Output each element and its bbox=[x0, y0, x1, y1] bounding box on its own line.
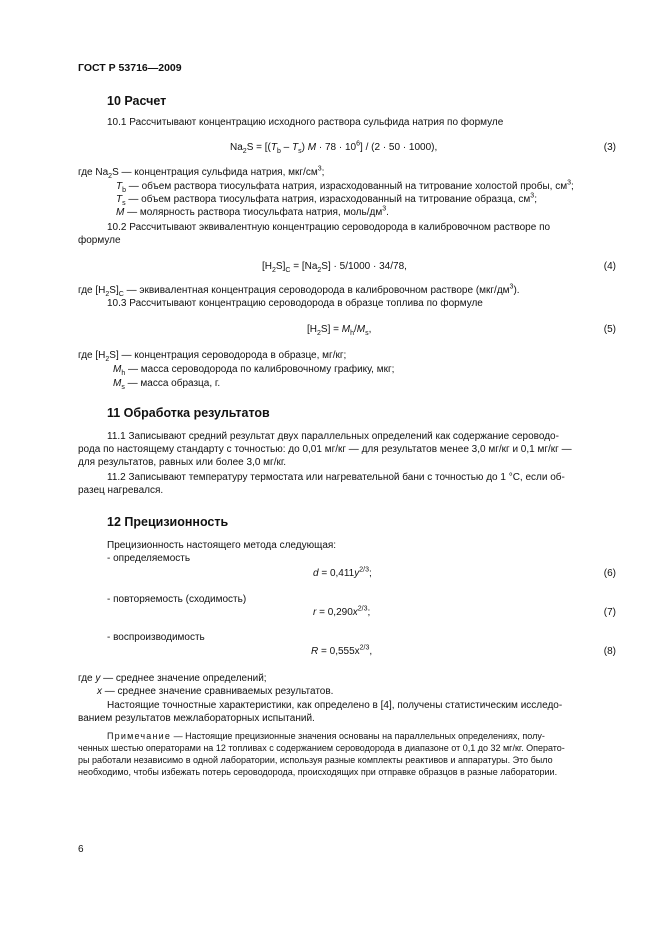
paragraph-10-2-line2: формуле bbox=[78, 235, 121, 246]
precision-paragraph-line2: ванием результатов межлабораторных испытаний. bbox=[78, 713, 315, 724]
where-h2s: где $[H_2S]$ — концентрация сероводорода в образце, мг/кг; bbox=[78, 350, 347, 363]
note-line3: ры работали независимо в одной лаборатории, используя разные комплекты реактивов и аппаратуры. Это было bbox=[78, 755, 553, 765]
formula-8: $R = 0,555x^{2/3}$, bbox=[311, 644, 373, 657]
where-h2s-c: где $[H_2S]_C$ — эквивалентная концентрация сероводорода в калибровочном растворе $(мкг/дм^3)$. bbox=[78, 283, 520, 298]
formula-7-number: (7) bbox=[603, 607, 616, 618]
formula-3: $Na_2S = [(T_b - T_s) M \cdot 78 \cdot 10^6] / (2 \cdot 50 \cdot 1000)$, bbox=[230, 140, 438, 155]
paragraph-11-1-line1: 11.1 Записывают средний результат двух параллельных определений как содержание сероводо- bbox=[107, 431, 559, 442]
formula-3-number: (3) bbox=[603, 142, 616, 153]
formula-4: $[H_2S]_C = [Na_2S] \cdot 5/1000 \cdot 34/78$, bbox=[262, 261, 407, 274]
where-ms: $M_s$ — масса образца, г. bbox=[113, 378, 221, 391]
paragraph-11-1-line3: для результатов, равных или более 3,0 мг/кг. bbox=[78, 457, 287, 468]
formula-6: $d = 0,411y^{2/3}$; bbox=[313, 566, 372, 579]
where-ts: $T_s$ — объем раствора тиосульфата натрия, израсходованный на титрование образца, $см^3$; bbox=[116, 192, 537, 207]
page-number: 6 bbox=[78, 844, 84, 855]
paragraph-10-1: 10.1 Рассчитывают концентрацию исходного раствора сульфида натрия по формуле bbox=[107, 117, 504, 128]
paragraph-11-2-line2: разец нагревался. bbox=[78, 485, 164, 496]
paragraph-11-2-line1: 11.2 Записывают температуру термостата или нагревательной бани с точностью до 1 °С, если об- bbox=[107, 472, 565, 483]
where-na2s: где $Na_2S$ — концентрация сульфида натрия, мкг/$см^3$; bbox=[78, 165, 325, 180]
label-reproducibility: - воспроизводимость bbox=[107, 632, 205, 643]
formula-8-number: (8) bbox=[603, 646, 616, 657]
where-m: M — молярность раствора тиосульфата натрия, моль/$дм^3$. bbox=[116, 205, 389, 218]
section-10-title: 10 Расчет bbox=[107, 94, 167, 108]
document-id: ГОСТ Р 53716—2009 bbox=[78, 62, 182, 74]
where-tb: $T_b$ — объем раствора тиосульфата натрия, израсходованный на титрование холостой пробы, $см^3$; bbox=[116, 179, 574, 194]
where-x: x — среднее значение сравниваемых результатов. bbox=[97, 686, 334, 697]
section-11-title: 11 Обработка результатов bbox=[107, 406, 270, 420]
paragraph-11-1-line2: рода по настоящему стандарту с точностью: до 0,01 мг/кг — для результатов менее 3,0 мг/кг и 0,1 мг/кг — bbox=[78, 444, 572, 455]
formula-4-number: (4) bbox=[603, 261, 616, 272]
formula-6-number: (6) bbox=[603, 568, 616, 579]
formula-5-number: (5) bbox=[603, 324, 616, 335]
label-repeatability: - повторяемость (сходимость) bbox=[107, 594, 247, 605]
precision-paragraph-line1: Настоящие точностные характеристики, как определено в [4], получены статистическим исследо- bbox=[107, 700, 563, 711]
formula-5: $[H_2S] = M_h/M_s$, bbox=[307, 324, 372, 337]
note-line2: ченных шестью операторами на 12 топливах с содержанием сероводорода в диапазоне от 0,1 до 32 мг/кг. Операто- bbox=[78, 743, 565, 753]
label-determinability: - определяемость bbox=[107, 553, 191, 564]
precision-intro: Прецизионность настоящего метода следующая: bbox=[107, 540, 337, 551]
note-line4: необходимо, чтобы избежать потерь сероводорода, происходящих при отправке образцов в разные лаборатории. bbox=[78, 767, 558, 777]
paragraph-10-3: 10.3 Рассчитывают концентрацию сероводорода в образце топлива по формуле bbox=[107, 298, 483, 309]
formula-7: $r = 0,290x^{2/3}$; bbox=[313, 605, 371, 618]
paragraph-10-2-line1: 10.2 Рассчитывают эквивалентную концентрацию сероводорода в калибровочном растворе по bbox=[107, 222, 551, 233]
note-line1: Примечание — Настоящие прецизионные значения основаны на параллельных определениях, полу- bbox=[107, 731, 545, 741]
section-12-title: 12 Прецизионность bbox=[107, 515, 229, 529]
where-y: где y — среднее значение определений; bbox=[78, 673, 267, 684]
where-mh: $M_h$ — масса сероводорода по калибровочному графику, мкг; bbox=[113, 364, 395, 377]
